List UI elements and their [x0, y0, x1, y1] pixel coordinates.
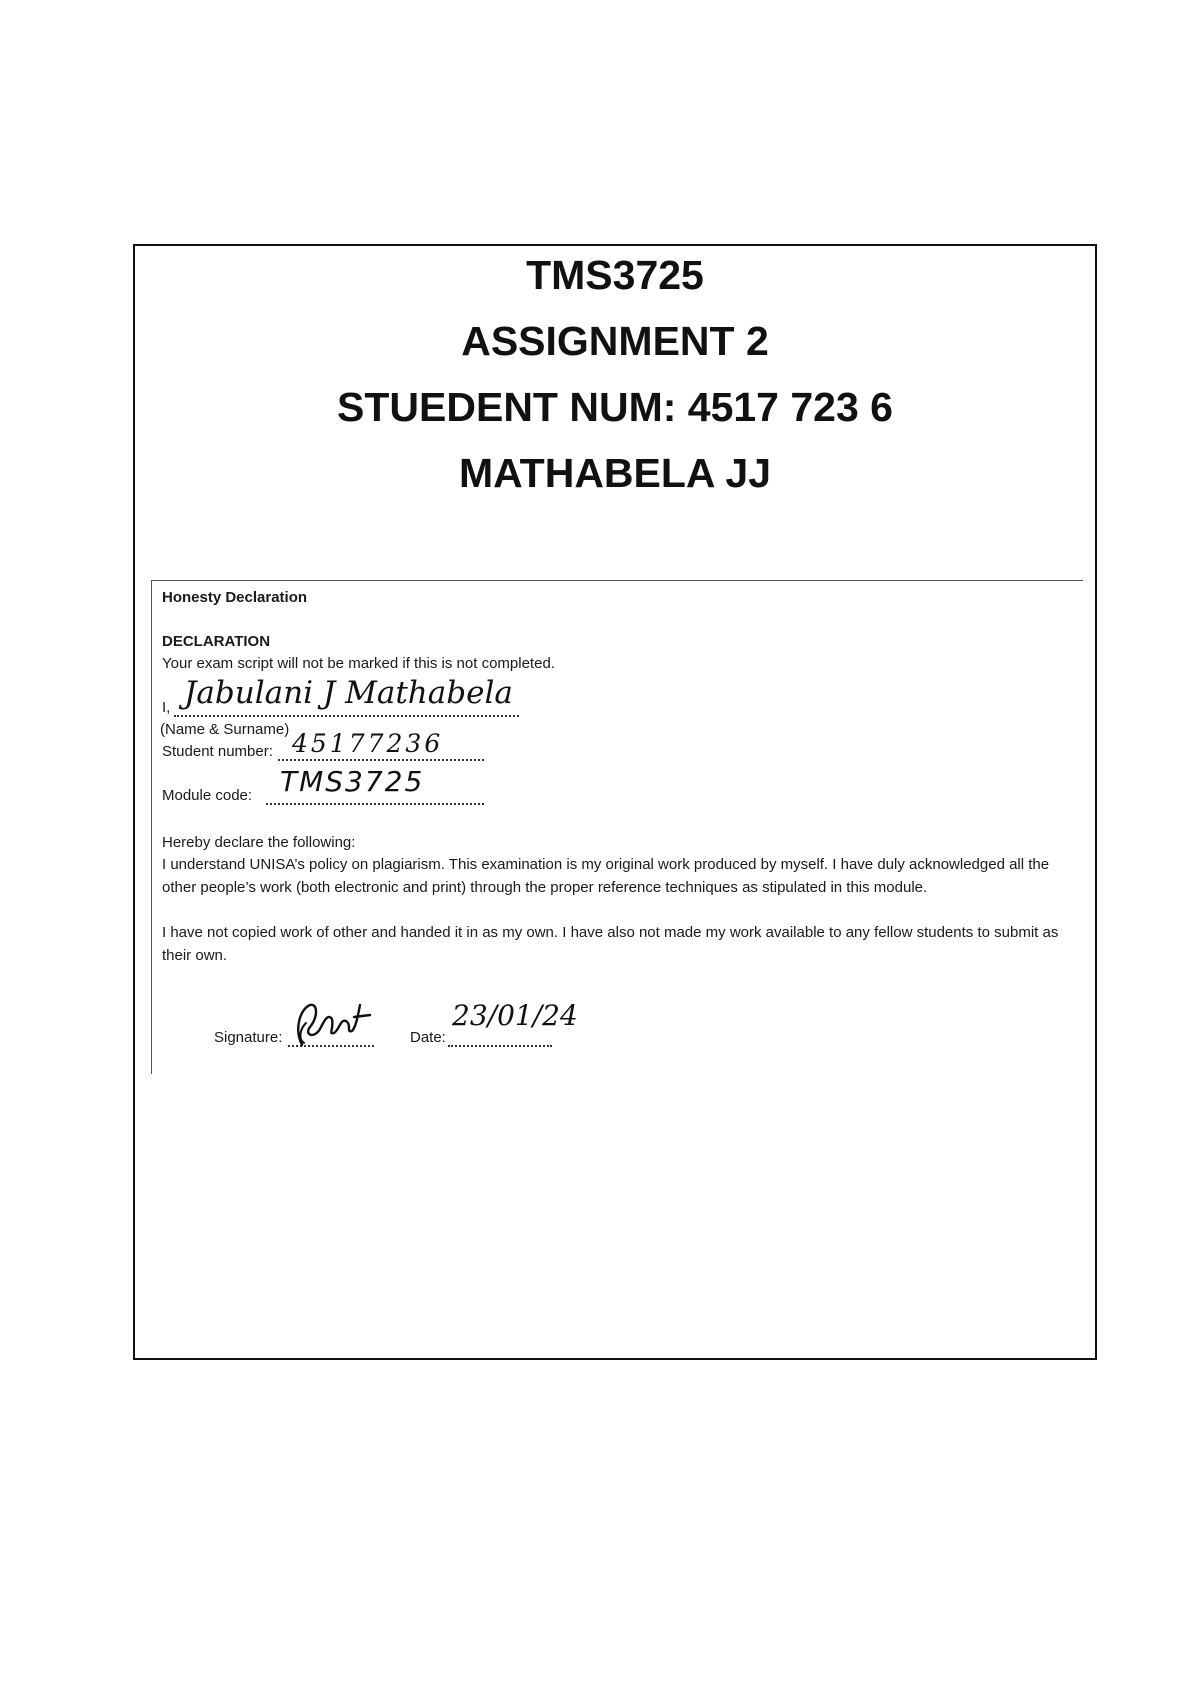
- handwritten-signature: [288, 999, 378, 1051]
- module-code-title: TMS3725: [526, 252, 704, 298]
- honesty-declaration-form: [151, 580, 1083, 1074]
- student-number-label: Student number:: [162, 743, 273, 760]
- plagiarism-policy-paragraph: I understand UNISA’s policy on plagiarism. This examination is my original work produced by myself. I have duly acknowledged all the other people’s work (both electronic and print) through the proper reference techniques as stipulated in this module.: [162, 856, 1050, 896]
- handwritten-student-number: 45177236: [292, 729, 444, 758]
- module-code-dotted-line: [266, 803, 484, 805]
- date-label: Date:: [410, 1029, 446, 1046]
- hereby-declare-text: Hereby declare the following:: [162, 834, 356, 851]
- student-number-title: STUEDENT NUM: 4517 723 6: [337, 384, 893, 430]
- handwritten-module-code: TMS3725: [280, 765, 425, 798]
- module-code-label: Module code:: [162, 787, 253, 804]
- signature-label: Signature:: [214, 1029, 283, 1046]
- handwritten-name: Jabulani J Mathabela: [184, 675, 513, 711]
- not-copied-paragraph: I have not copied work of other and handed it in as my own. I have also not made my work available to any fellow students to submit as their own.: [162, 924, 1059, 964]
- declaration-title: DECLARATION: [162, 633, 271, 650]
- honesty-declaration-heading: Honesty Declaration: [162, 589, 308, 606]
- name-dotted-line: [174, 715, 519, 717]
- assignment-title: ASSIGNMENT 2: [461, 318, 769, 364]
- name-prefix: I,: [162, 699, 171, 716]
- date-dotted-line: [448, 1045, 552, 1047]
- student-name-title: MATHABELA JJ: [458, 450, 772, 496]
- declaration-warning: Your exam script will not be marked if this is not completed.: [162, 655, 555, 672]
- cover-page-frame: [133, 244, 1097, 1360]
- name-surname-caption: (Name & Surname): [160, 721, 290, 738]
- handwritten-date: 23/01/24: [452, 999, 578, 1032]
- student-number-dotted-line: [278, 759, 484, 761]
